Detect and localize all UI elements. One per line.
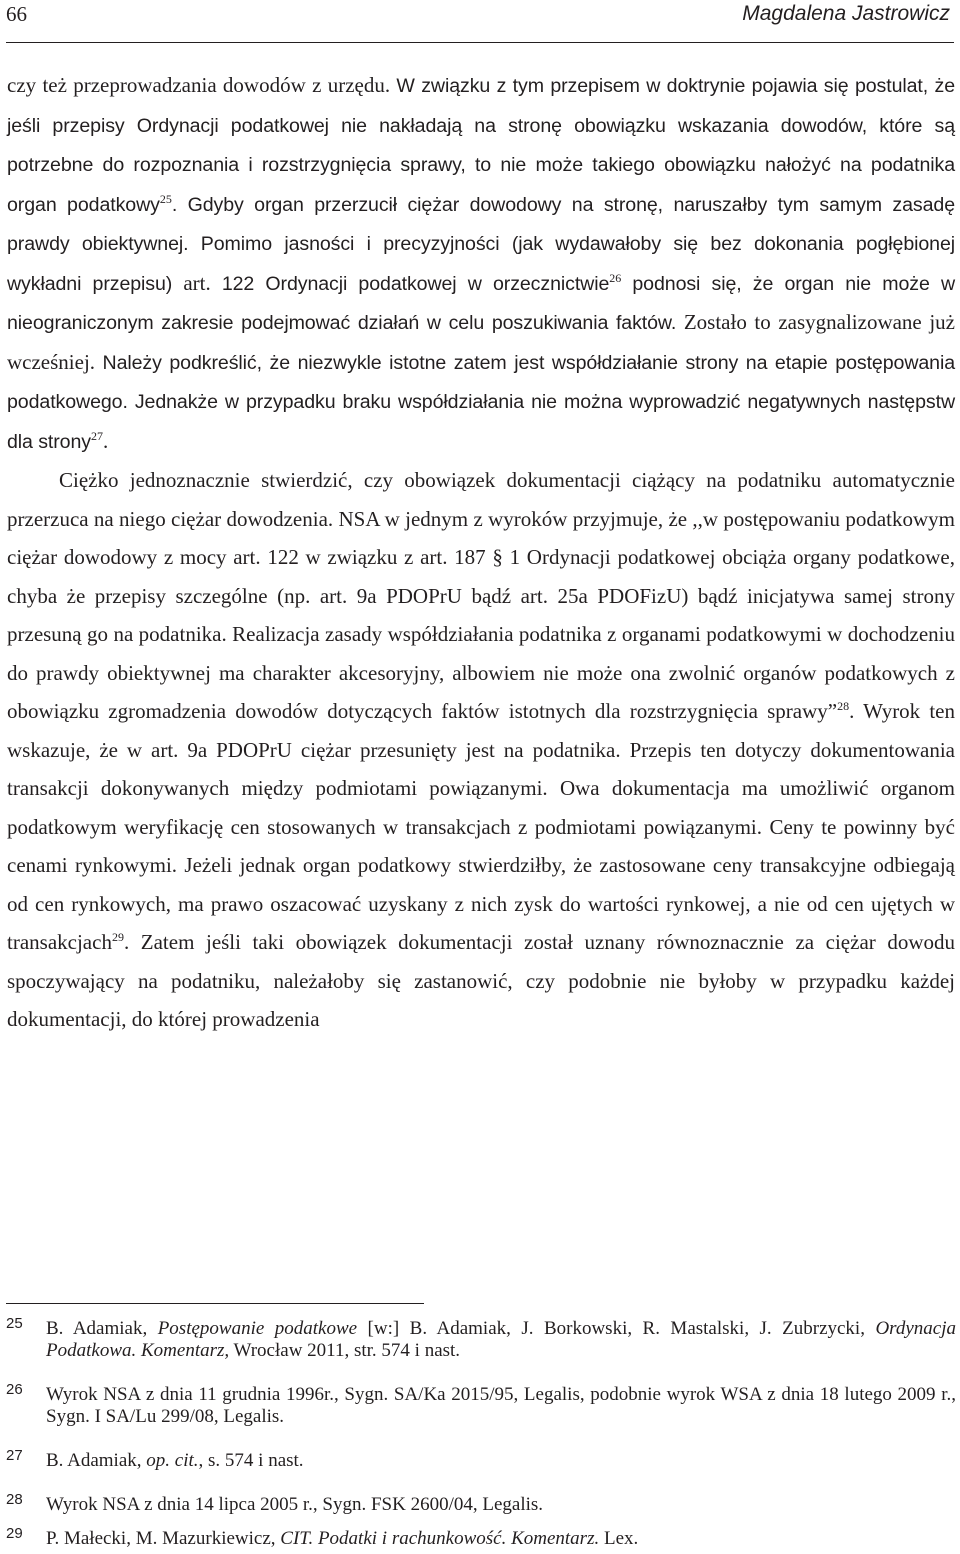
header-rule	[6, 42, 954, 43]
footnote-ref-25[interactable]: 25	[159, 191, 172, 206]
text-run: Wyrok NSA z dnia 14 lipca 2005 r., Sygn. FSK 2600/04, Legalis.	[46, 1494, 544, 1515]
text-run: Jeżeli jednak organ podatkowy stwierdziłby, że zastosowane ceny transakcyjne odbiegają od cen rynkowych, ma prawo oszacować uzyskany z nich zysk do wartości rynkowej, a nie od cen ujętych w transakcjach	[7, 853, 955, 954]
body-text	[7, 66, 955, 1039]
footnote-number: 27	[6, 1447, 23, 1464]
footnote-number: 25	[6, 1315, 23, 1332]
text-run-italic: op. cit.	[146, 1450, 199, 1471]
text-run-italic: Postępowanie podatkowe	[157, 1318, 358, 1339]
text-run: Lex.	[599, 1528, 639, 1549]
text-run: czy też przeprowadzania dowodów z urzędu.	[7, 73, 391, 97]
text-run: P. Małecki, M. Mazurkiewicz,	[46, 1528, 281, 1549]
text-run: Przepis ten dotyczy dokumentowania transakcji dokonywanych między podmiotami powiązanymi.	[7, 737, 956, 800]
footnote-text	[46, 1494, 956, 1516]
text-run: Zostało to zasygnalizowane już wcześniej.	[7, 310, 955, 374]
text-run-sans: . Gdyby organ przerzucił ciężar dowodowy na stronę, naruszałby tym samym zasadę prawdy obiektywnej.	[7, 193, 955, 255]
text-run: . Wyrok ten wskazuje, że w art. 9a PDOPrU ciężar przesunięty jest na podatnika.	[7, 699, 955, 762]
text-run: art.	[183, 270, 211, 295]
footnote-number: 29	[6, 1525, 23, 1542]
text-run: . Zatem jeśli taki obowiązek dokumentacji został uznany równoznacznie za ciężar dowodu spoczywający na podatniku, należałoby się zastanowić, czy podobnie nie byłoby w przypadku każdej dokumentacji, do której prowadzenia	[7, 930, 955, 1031]
page-number: 66	[6, 2, 27, 26]
text-run-sans: Pomimo jasności i precyzyjności (jak wydawałoby się bez dokonania pogłębionej wykładni przepisu)	[7, 233, 956, 295]
text-run: Wrocław 2011, str. 574 i nast.	[229, 1340, 461, 1361]
text-run: .	[102, 428, 109, 453]
text-run: Wyrok NSA z dnia 11 grudnia 1996r., Sygn. SA/Ka 2015/95, Legalis, podobnie wyrok WSA z dnia 18 lutego 2009 r., Sygn. I SA/Lu 299/08, Legalis.	[46, 1384, 956, 1427]
paragraph-2	[7, 461, 955, 1039]
text-run: Ciężko jednoznacznie stwierdzić, czy obowiązek dokumentacji ciążący na podatniku automatycznie przerzuca na niego ciężar dowodzenia.	[7, 468, 955, 531]
section-mark: §	[492, 545, 503, 569]
text-run-sans: podnosi się, że organ nie może w nieograniczonym zakresie podejmować działań w celu poszukiwania faktów.	[7, 272, 956, 334]
page-header	[6, 0, 950, 30]
footnote-text	[46, 1384, 956, 1428]
text-run: 1 Ordynacji podatkowej obciąża organy podatkowe, chyba że przepisy szczególne (np. art. 9a PDOPrU bądź art. 25a PDOFizU) bądź inicjatywa samej strony przesuną go na podatnika.	[7, 545, 955, 646]
text-run-sans: Należy podkreślić, że niezwykle istotne zatem jest współdziałanie strony na etapie postępowania podatkowego. Jednakże w przypadku braku współdziałania nie można wyprowadzić negatywnych następstw dla strony	[7, 351, 956, 453]
running-head-author: Magdalena Jastrowicz	[742, 2, 950, 25]
text-run: Ceny te powinny być cenami rynkowymi.	[7, 814, 956, 877]
footnote-ref-27[interactable]: 27	[90, 428, 103, 443]
text-run: Owa dokumentacja ma umożliwić organom podatkowym weryfikację cen stosowanych w transakcjach z podmiotami powiązanymi.	[7, 776, 956, 839]
footnote-ref-28[interactable]: 28	[837, 699, 850, 713]
footnote-ref-26[interactable]: 26	[609, 270, 622, 285]
text-run-italic: CIT. Podatki i rachunkowość. Komentarz.	[280, 1528, 600, 1549]
footnote-number: 26	[6, 1381, 23, 1398]
text-run: B. Adamiak,	[46, 1450, 147, 1471]
text-run: NSA w jednym z wyroków przyjmuje, że ,,w postępowaniu podatkowym ciężar dowodowy z mocy art. 122 w związku z art. 187	[7, 506, 956, 569]
footnote-separator	[6, 1303, 424, 1304]
paragraph-1	[7, 66, 955, 461]
text-run-sans: W związku z tym przepisem w doktrynie pojawia się postulat, że jeśli przepisy Ordynacji podatkowej nie nakładają na stronę obowiązku wskazania dowodów, które są potrzebne do rozpoznania i rozstrzygnięcia sprawy, to nie może takiego obowiązku nałożyć na podatnika organ podatkowy	[7, 75, 956, 216]
footnote-number: 28	[6, 1491, 23, 1508]
footnote-text	[46, 1450, 956, 1472]
text-run: [w:] B. Adamiak, J. Borkowski, R. Mastalski, J. Zubrzycki,	[357, 1318, 876, 1339]
text-run: B. Adamiak,	[46, 1318, 158, 1339]
text-run: , s. 574 i nast.	[198, 1450, 304, 1471]
text-run-italic: Ordynacja Podatkowa. Komentarz,	[46, 1318, 956, 1361]
footnote-text	[46, 1318, 956, 1362]
footnote-text	[46, 1528, 956, 1550]
text-run-sans: 122 Ordynacji podatkowej w orzecznictwie	[221, 272, 610, 295]
footnote-ref-29[interactable]: 29	[111, 930, 124, 944]
text-run: Realizacja zasady współdziałania podatnika z organami podatkowymi w dochodzeniu do prawdy obiektywnej ma charakter akcesoryjny, albowiem nie może ona zwolnić organów podatkowych z obowiązku zgromadzenia dowodów dotyczących faktów istotnych dla rozstrzygnięcia sprawy”	[7, 622, 956, 723]
